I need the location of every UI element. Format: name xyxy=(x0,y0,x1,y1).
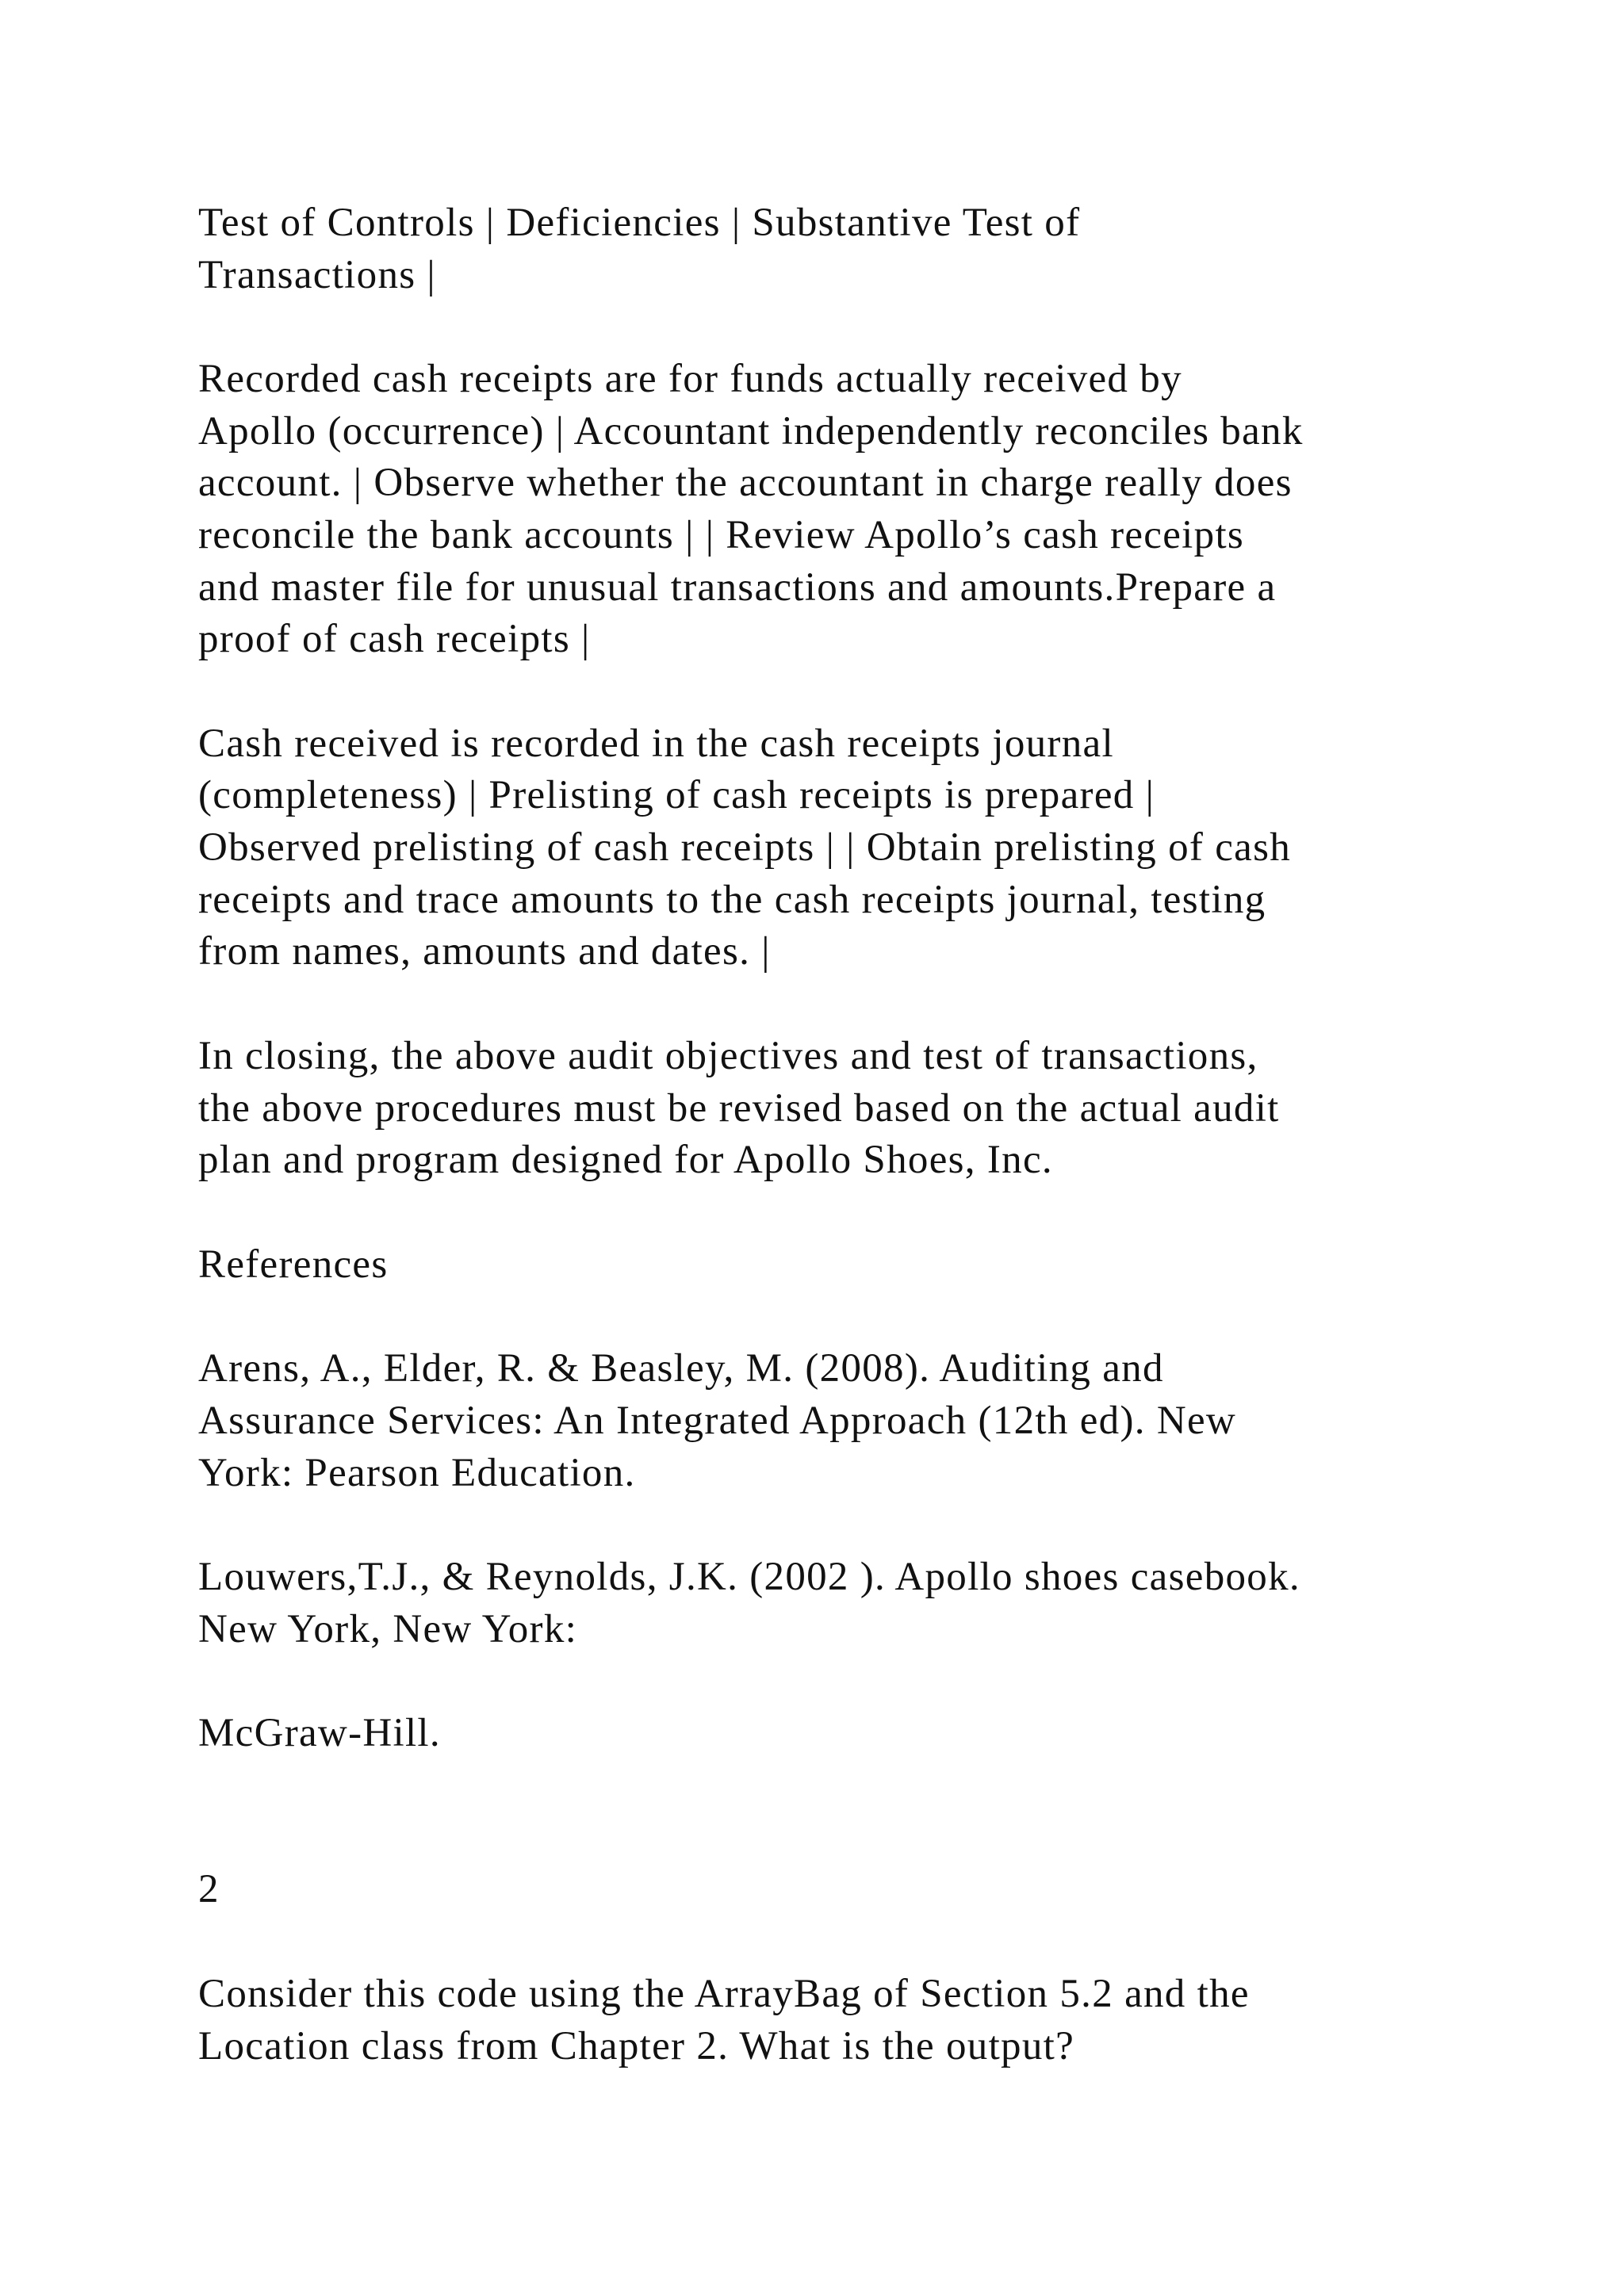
paragraph-completeness-line: receipts and trace amounts to the cash receipts journal, testing xyxy=(198,878,1266,922)
paragraph-completeness-line: (completeness) | Prelisting of cash receipts is prepared | xyxy=(198,773,1155,817)
paragraph-occurrence-line: reconcile the bank accounts | | Review Apollo’s cash receipts xyxy=(198,513,1245,557)
page-number: 2 xyxy=(198,1867,220,1911)
reference-arens-line: Assurance Services: An Integrated Approach (12th ed). New xyxy=(198,1399,1237,1443)
paragraph-heading-line: Test of Controls | Deficiencies | Substantive Test of xyxy=(198,201,1081,245)
paragraph-occurrence-line: Recorded cash receipts are for funds actually received by xyxy=(198,357,1182,401)
paragraph-closing-line: In closing, the above audit objectives and test of transactions, xyxy=(198,1034,1258,1078)
reference-arens-line: York: Pearson Education. xyxy=(198,1451,636,1495)
paragraph-completeness-line: Cash received is recorded in the cash receipts journal xyxy=(198,721,1114,766)
question-line: Consider this code using the ArrayBag of Section 5.2 and the xyxy=(198,1972,1250,2016)
reference-louwers-line: Louwers,T.J., & Reynolds, J.K. (2002 ). Apollo shoes casebook. xyxy=(198,1555,1300,1599)
paragraph-completeness-line: Observed prelisting of cash receipts | | Obtain prelisting of cash xyxy=(198,825,1292,870)
paragraph-occurrence-line: Apollo (occurrence) | Accountant independently reconciles bank xyxy=(198,409,1304,453)
reference-louwers-line: New York, New York: xyxy=(198,1607,578,1651)
reference-publisher-line: McGraw-Hill. xyxy=(198,1711,441,1755)
paragraph-closing-line: the above procedures must be revised based on the actual audit xyxy=(198,1086,1280,1131)
references-heading: References xyxy=(198,1242,389,1287)
paragraph-occurrence-line: and master file for unusual transactions and amounts.Prepare a xyxy=(198,565,1277,610)
reference-arens-line: Arens, A., Elder, R. & Beasley, M. (2008). Auditing and xyxy=(198,1346,1164,1391)
question-line: Location class from Chapter 2. What is the output? xyxy=(198,2024,1075,2068)
paragraph-heading-line: Transactions | xyxy=(198,253,436,297)
paragraph-completeness-line: from names, amounts and dates. | xyxy=(198,929,771,974)
paragraph-closing-line: plan and program designed for Apollo Shoes, Inc. xyxy=(198,1138,1053,1182)
paragraph-occurrence-line: proof of cash receipts | xyxy=(198,617,591,661)
paragraph-occurrence-line: account. | Observe whether the accountant in charge really does xyxy=(198,461,1293,505)
